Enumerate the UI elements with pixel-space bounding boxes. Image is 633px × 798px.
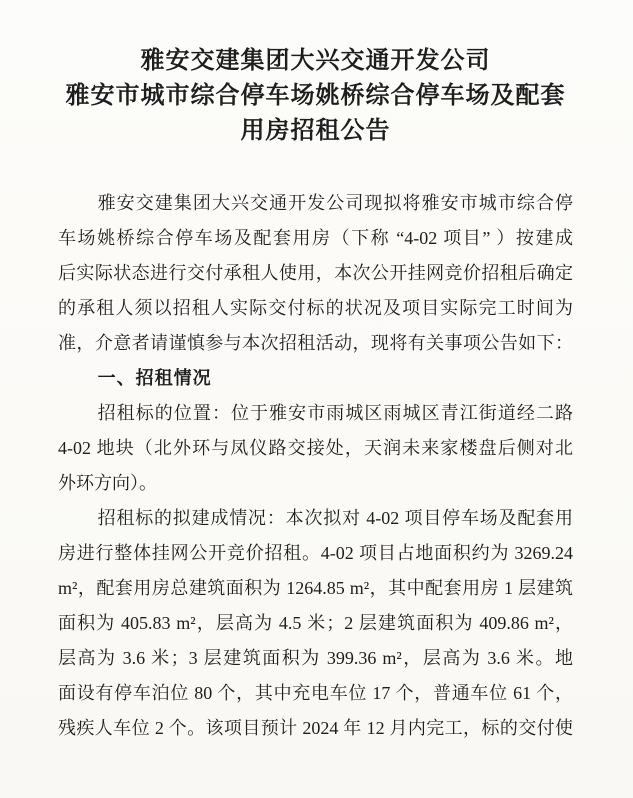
- body-line: 的承租人须以招租人实际交付标的状况及项目实际完工时间为: [58, 298, 573, 318]
- body-line: 面积为 405.83 m²，层高为 4.5 米；2 层建筑面积为 409.86 m²，: [58, 613, 573, 633]
- body-line: 面设有停车泊位 80 个，其中充电车位 17 个，普通车位 61 个，: [58, 683, 573, 703]
- body-line: 4-02 地块（北外环与凤仪路交接处，天润未来家楼盘后侧对北: [58, 438, 573, 458]
- body-line: 雅安交建集团大兴交通开发公司现拟将雅安市城市综合停: [97, 193, 573, 213]
- body-line: m²，配套用房总建筑面积为 1264.85 m²，其中配套用房 1 层建筑: [58, 578, 573, 598]
- section-heading: 一、招租情况: [97, 368, 212, 388]
- document-title: [58, 44, 573, 149]
- body-line: 残疾人车位 2 个。该项目预计 2024 年 12 月内完工，标的交付使: [58, 718, 573, 738]
- body-line: 车场姚桥综合停车场及配套用房（下称 “4-02 项目” ）按建成: [58, 228, 573, 248]
- document-title-line: 用房招租公告: [240, 118, 391, 144]
- document-body: [58, 186, 573, 746]
- document-title-line: 雅安市城市综合停车场姚桥综合停车场及配套: [65, 83, 566, 109]
- body-line: 招租标的拟建成情况：本次拟对 4-02 项目停车场及配套用: [97, 508, 573, 528]
- body-line: 外环方向）。: [58, 473, 157, 493]
- body-line: 层高为 3.6 米；3 层建筑面积为 399.36 m²，层高为 3.6 米。地: [58, 648, 573, 668]
- body-line: 准，介意者请谨慎参与本次招租活动，现将有关事项公告如下：: [58, 333, 573, 353]
- document-title-line: 雅安交建集团大兴交通开发公司: [140, 48, 491, 74]
- body-line: 后实际状态进行交付承租人使用，本次公开挂网竞价招租后确定: [58, 263, 573, 283]
- body-line: 招租标的位置：位于雅安市雨城区雨城区青江街道经二路: [97, 403, 573, 423]
- body-line: 房进行整体挂网公开竞价招租。4-02 项目占地面积约为 3269.24: [58, 543, 573, 563]
